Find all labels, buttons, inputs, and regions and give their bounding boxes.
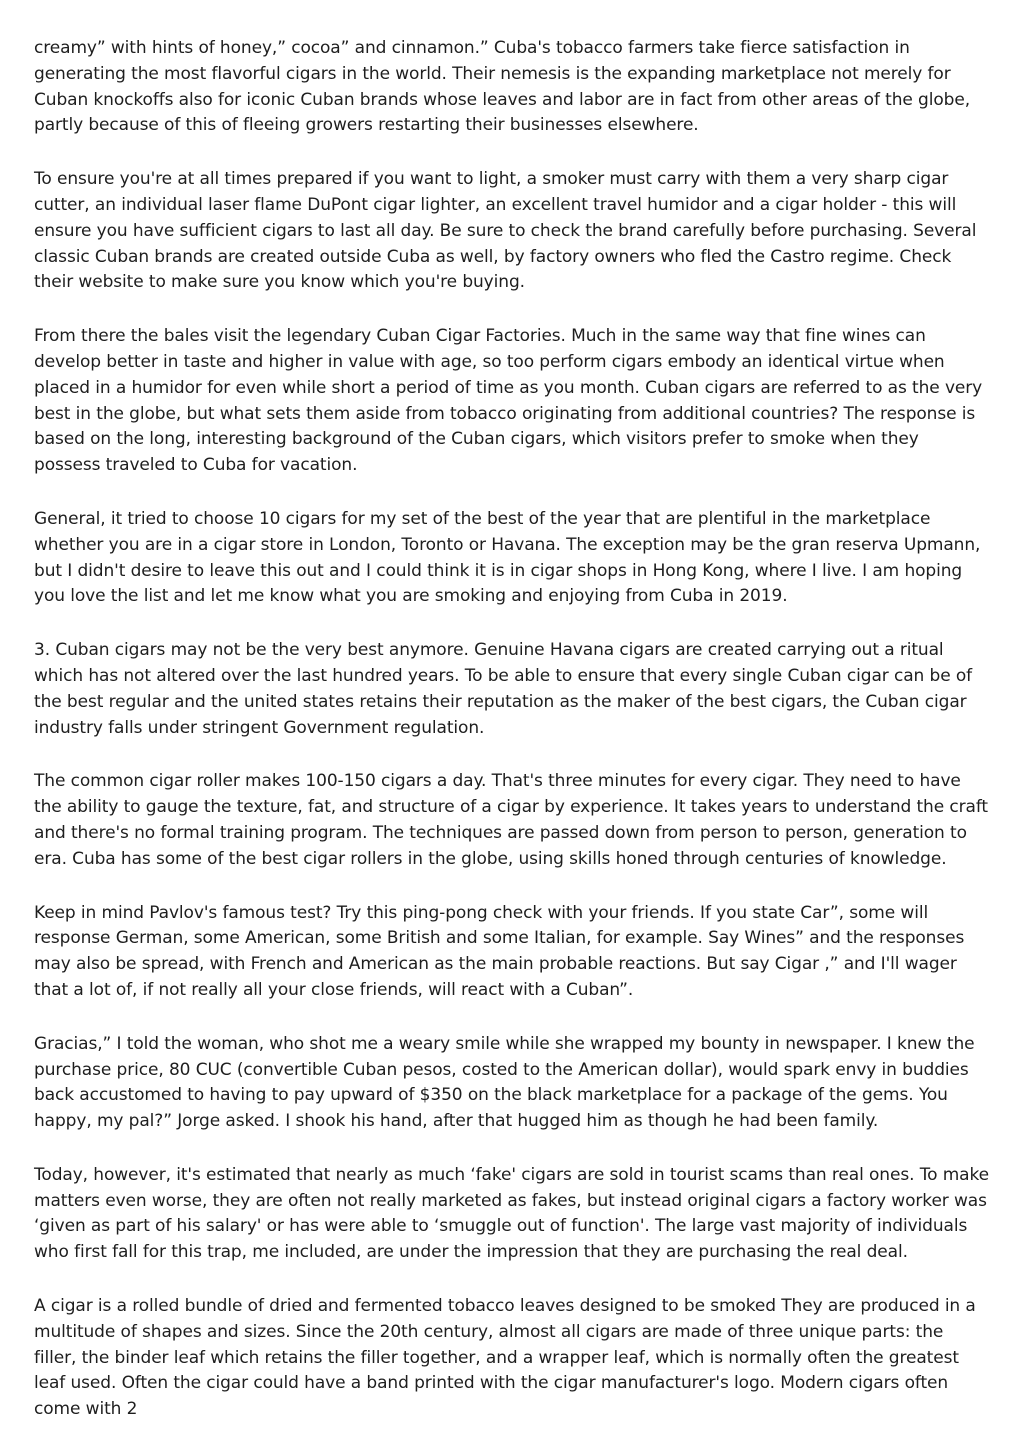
- paragraph-8: Gracias,” I told the woman, who shot me a weary smile while she wrapped my bounty in newspaper. I knew the purchase price, 80 CUC (convertible Cuban pesos, costed to the American dollar), would spark envy in buddies back accustomed to having to pay upward of $350 on the black marketplace for a package of the gems. You happy, my pal?” Jorge asked. I shook his hand, after that hugged him as though he had been family.: [34, 1033, 975, 1132]
- paragraph-9: Today, however, it's estimated that nearly as much ‘fake' cigars are sold in tourist scams than real ones. To make matters even worse, they are often not really marketed as fakes, but instead original cigars a factory worker was ‘given as part of his salary' or has were able to ‘smuggle out of function'. The large vast majority of individuals who first fall for this trap, me included, are under the impression that they are purchasing the real deal.: [34, 1164, 989, 1263]
- paragraph-5: 3. Cuban cigars may not be the very best anymore. Genuine Havana cigars are created carrying out a ritual which has not altered over the last hundred years. To be able to ensure that every single Cuban cigar can be of the best regular and the united states retains their reputation as the maker of the best cigars, the Cuban cigar industry falls under stringent Government regulation.: [34, 640, 973, 738]
- paragraph-7: Keep in mind Pavlov's famous test? Try this ping-pong check with your friends. If you state Car”, some will response German, some American, some British and some Italian, for example. Say Wines” and the responses may also be spread, with French and American as the main probable reactions. But say Cigar ,” and I'll wager that a lot of, if not really all your close friends, will react with a Cuban”.: [34, 902, 965, 1000]
- paragraph-6: The common cigar roller makes 100-150 cigars a day. That's three minutes for every cigar. They need to have the ability to gauge the texture, fat, and structure of a cigar by experience. It takes years to understand the craft and there's no formal training program. The techniques are passed down from person to person, generation to era. Cuba has some of the best cigar rollers in the globe, using skills honed through centuries of knowledge.: [34, 771, 988, 869]
- paragraph-4: General, it tried to choose 10 cigars for my set of the best of the year that are plentiful in the marketplace whether you are in a cigar store in London, Toronto or Havana. The exception may be the gran reserva Upmann, but I didn't desire to leave this out and I could think it is in cigar shops in Hong Kong, where I live. I am hoping you love the list and let me know what you are smoking and enjoying from Cuba in 2019.: [34, 508, 981, 607]
- paragraph-1: creamy” with hints of honey,” cocoa” and cinnamon.” Cuba's tobacco farmers take fierce satisfaction in generating the most flavorful cigars in the world. Their nemesis is the expanding marketplace not merely for Cuban knockoffs also for iconic Cuban brands whose leaves and labor are in fact from other areas of the globe, partly because of this of fleeing growers restarting their businesses elsewhere.: [34, 38, 971, 136]
- paragraph-3: From there the bales visit the legendary Cuban Cigar Factories. Much in the same way that fine wines can develop better in taste and higher in value with age, so too perform cigars embody an identical virtue when placed in a humidor for even while short a period of time as you month. Cuban cigars are referred to as the very best in the globe, but what sets them aside from tobacco originating from additional countries? The response is based on the long, interesting background of the Cuban cigars, which visitors prefer to smoke when they possess traveled to Cuba for vacation.: [34, 326, 983, 476]
- paragraph-10: A cigar is a rolled bundle of dried and fermented tobacco leaves designed to be smoked They are produced in a multitude of shapes and sizes. Since the 20th century, almost all cigars are made of three unique parts: the filler, the binder leaf which retains the filler together, and a wrapper leaf, which is normally often the greatest leaf used. Often the cigar could have a band printed with the cigar manufacturer's logo. Modern cigars often come with 2: [34, 1296, 976, 1420]
- paragraph-2: To ensure you're at all times prepared if you want to light, a smoker must carry with them a very sharp cigar cutter, an individual laser flame DuPont cigar lighter, an excellent travel humidor and a cigar holder - this will ensure you have sufficient cigars to last all day. Be sure to check the brand carefully before purchasing. Several classic Cuban brands are created outside Cuba as well, by factory owners who fled the Castro regime. Check their website to make sure you know which you're buying.: [34, 169, 977, 293]
